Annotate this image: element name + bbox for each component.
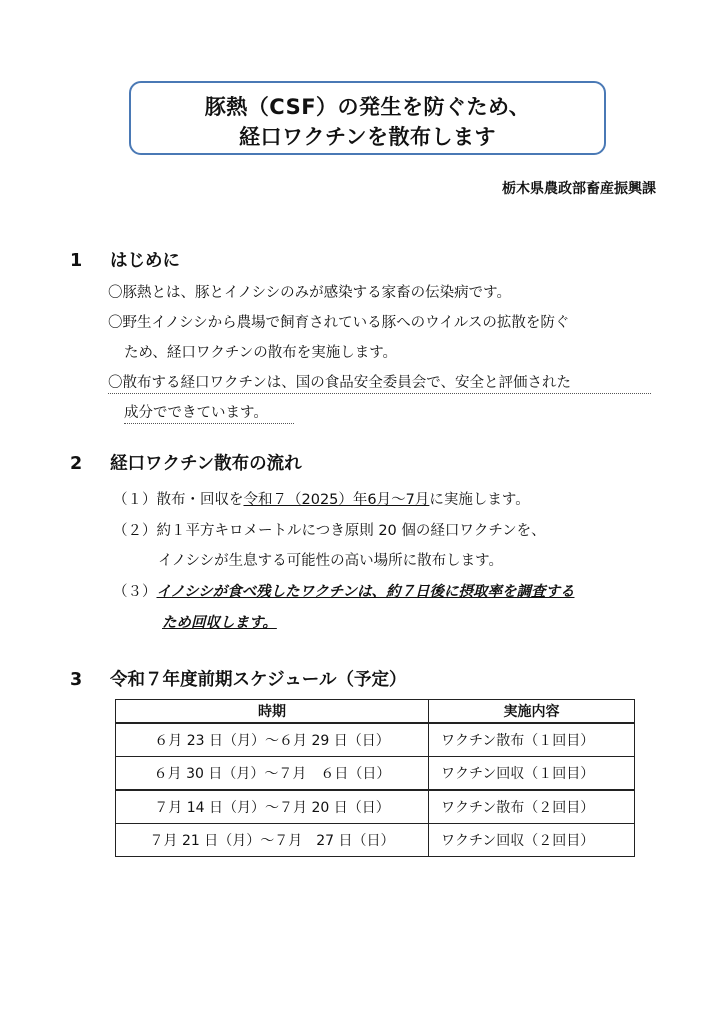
table-row	[116, 824, 635, 857]
section-1-paragraph-3b: 成分でできています。	[124, 401, 294, 424]
section-2-item-1-suffix: に実施します。	[429, 492, 530, 508]
table-cell-period: ７月 14 日（月）～７月 20 日（日）	[116, 790, 429, 824]
table-header-row	[116, 700, 635, 724]
schedule-table	[115, 699, 635, 857]
title-box	[129, 81, 606, 155]
title-line-2: 経口ワクチンを散布します	[239, 125, 496, 149]
table-cell-period: ７月 21 日（月）～７月 27 日（日）	[116, 824, 429, 857]
table-header-content: 実施内容	[429, 700, 635, 724]
table-cell-content: ワクチン散布（２回目）	[429, 790, 635, 824]
title-line-1: 豚熱（CSF）の発生を防ぐため、	[204, 95, 531, 119]
table-header-period: 時期	[116, 700, 429, 724]
section-1-paragraph-2a: 〇野生イノシシから農場で飼育されている豚へのウイルスの拡散を防ぐ	[108, 315, 570, 331]
department-name: 栃木県農政部畜産振興課	[502, 181, 656, 197]
section-2-item-1	[113, 488, 530, 509]
section-1-paragraph-1: 〇豚熱とは、豚とイノシシのみが感染する家畜の伝染病です。	[108, 285, 512, 301]
section-1-heading	[70, 247, 180, 272]
section-2-title: 経口ワクチン散布の流れ	[110, 454, 302, 474]
section-2-heading	[70, 450, 302, 475]
section-3-number: 3	[70, 670, 83, 690]
section-3-title: 令和７年度前期スケジュール（予定）	[110, 670, 407, 690]
section-1-paragraph-2b: ため、経口ワクチンの散布を実施します。	[124, 345, 398, 361]
section-2-item-1-period: 令和７（2025）年6月～7月	[243, 492, 430, 508]
table-row	[116, 790, 635, 824]
section-1-number: 1	[70, 251, 83, 271]
section-2-item-3a-text: イノシシが食べ残したワクチンは、約７日後に摂取率を調査する	[156, 584, 575, 600]
table-cell-content: ワクチン回収（１回目）	[429, 757, 635, 791]
section-2-item-1-prefix: （１）散布・回収を	[113, 492, 244, 508]
table-row	[116, 757, 635, 791]
section-2-item-2b: イノシシが生息する可能性の高い場所に散布します。	[158, 553, 504, 569]
section-2-item-2a: （２）約１平方キロメートルにつき原則 20 個の経口ワクチンを、	[113, 523, 546, 539]
table-cell-content: ワクチン回収（２回目）	[429, 824, 635, 857]
section-1-paragraph-3a: 〇散布する経口ワクチンは、国の食品安全委員会で、安全と評価された	[108, 371, 651, 394]
section-2-item-3-prefix: （３）	[113, 584, 157, 600]
section-2-item-3a	[113, 580, 574, 601]
section-1-title: はじめに	[110, 251, 180, 271]
table-row	[116, 723, 635, 757]
section-2-number: 2	[70, 454, 83, 474]
table-cell-content: ワクチン散布（１回目）	[429, 723, 635, 757]
table-cell-period: ６月 23 日（月）～６月 29 日（日）	[116, 723, 429, 757]
section-3-heading	[70, 666, 406, 691]
section-2-item-3b: ため回収します。	[162, 615, 277, 631]
table-cell-period: ６月 30 日（月）～７月 ６日（日）	[116, 757, 429, 791]
